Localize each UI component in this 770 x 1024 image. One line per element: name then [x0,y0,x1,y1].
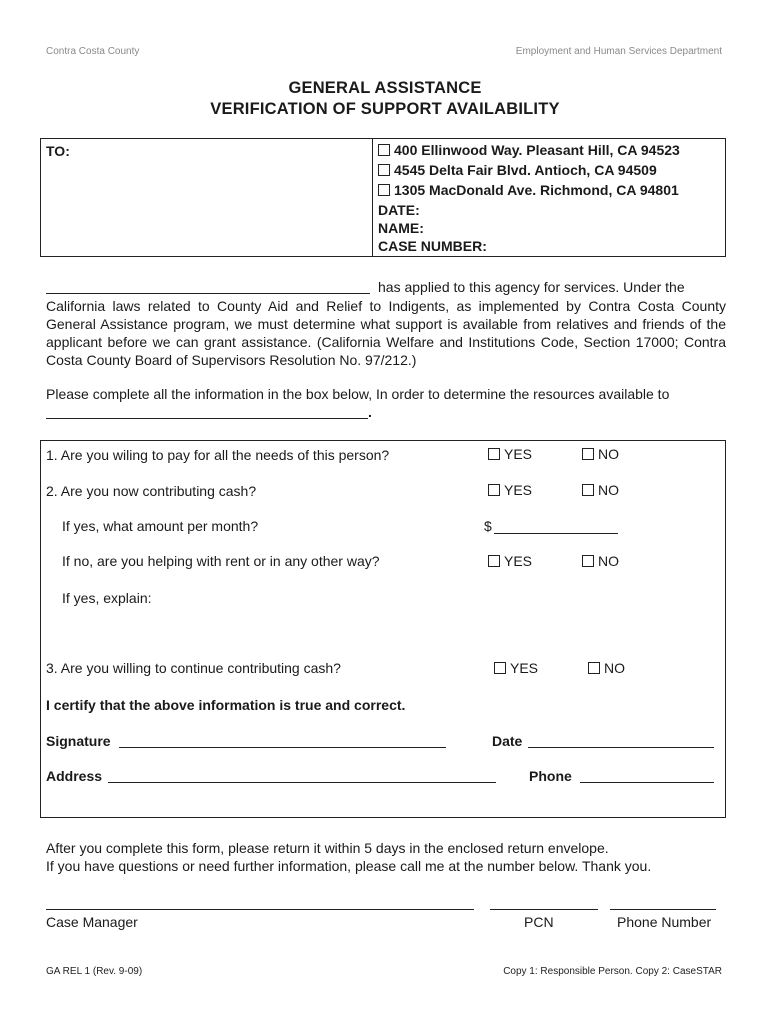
signature-label: Signature [46,733,111,749]
certify-date-label: Date [492,733,523,749]
q1-yes-option[interactable]: YES [488,446,532,462]
q2-no-option[interactable]: NO [582,482,619,498]
checkbox-icon[interactable] [588,662,600,674]
resources-name-line[interactable] [46,418,368,419]
signature-line[interactable] [119,747,446,748]
question-2c: If yes, explain: [62,590,152,606]
checkbox-icon[interactable] [494,662,506,674]
address-option-richmond[interactable]: 1305 MacDonald Ave. Richmond, CA 94801 [378,180,679,200]
checkbox-icon[interactable] [378,164,390,176]
q3-no-option[interactable]: NO [588,660,625,676]
case-number-label: CASE NUMBER: [378,238,487,254]
checkbox-icon[interactable] [582,484,594,496]
checkbox-icon[interactable] [378,144,390,156]
phone-line[interactable] [580,782,714,783]
case-manager-label: Case Manager [46,914,138,930]
dollar-sign: $ [484,518,492,534]
checkbox-icon[interactable] [488,555,500,567]
question-1: 1. Are you wiling to pay for all the needs of this person? [46,447,390,463]
question-3: 3. Are you willing to continue contributing cash? [46,660,341,676]
q2b-no-option[interactable]: NO [582,553,619,569]
form-title: GENERAL ASSISTANCE [288,79,482,97]
form-id: GA REL 1 (Rev. 9-09) [46,966,143,977]
phone-label: Phone [529,768,572,784]
intro-paragraph: California laws related to County Aid and Relief to Indigents, as implemented by Contra Costa County General Assistance program, we must determine what support is available from relatives and friends of the applicant before we can grant assistance. (California Welfare and Institutions Code, Section 17000; Contra Costa County Board of Supervisors Resolution No. 97/212.) [46,298,726,368]
address-label: Address [46,768,103,784]
date-label: DATE: [378,202,420,218]
q1-no-option[interactable]: NO [582,446,619,462]
please-complete-text: Please complete all the information in the box below, In order to determine the resources available to [46,386,670,402]
phone-number-line[interactable] [610,909,716,910]
closing-line2: If you have questions or need further information, please call me at the number below. Thank you. [46,858,652,874]
to-label: TO: [46,143,70,159]
header-county: Contra Costa County [46,46,140,57]
checkbox-icon[interactable] [582,555,594,567]
checkbox-icon[interactable] [488,448,500,460]
name-label: NAME: [378,220,424,236]
intro-line1: has applied to this agency for services. Under the [378,279,685,295]
q3-yes-option[interactable]: YES [494,660,538,676]
checkbox-icon[interactable] [582,448,594,460]
pcn-label: PCN [524,914,554,930]
applicant-name-line[interactable] [46,293,370,294]
certify-statement: I certify that the above information is true and correct. [46,697,406,713]
pcn-line[interactable] [490,909,598,910]
q2b-yes-option[interactable]: YES [488,553,532,569]
q2-yes-option[interactable]: YES [488,482,532,498]
address-option-pleasant-hill[interactable]: 400 Ellinwood Way. Pleasant Hill, CA 94523 [378,140,680,160]
certify-date-line[interactable] [528,747,714,748]
copy-distribution: Copy 1: Responsible Person. Copy 2: CaseSTAR [503,966,722,977]
question-2: 2. Are you now contributing cash? [46,483,257,499]
amount-per-month-line[interactable] [494,533,618,534]
phone-number-label: Phone Number [617,914,712,930]
to-box-divider [372,138,373,257]
checkbox-icon[interactable] [488,484,500,496]
question-2a: If yes, what amount per month? [62,518,259,534]
address-option-antioch[interactable]: 4545 Delta Fair Blvd. Antioch, CA 94509 [378,160,657,180]
question-2b: If no, are you helping with rent or in any other way? [62,553,380,569]
checkbox-icon[interactable] [378,184,390,196]
period-mark: . [368,404,372,420]
form-subtitle: VERIFICATION OF SUPPORT AVAILABILITY [210,100,560,118]
closing-line1: After you complete this form, please return it within 5 days in the enclosed return envelope. [46,840,609,856]
address-line[interactable] [108,782,496,783]
case-manager-line[interactable] [46,909,474,910]
header-department: Employment and Human Services Department [515,46,722,57]
